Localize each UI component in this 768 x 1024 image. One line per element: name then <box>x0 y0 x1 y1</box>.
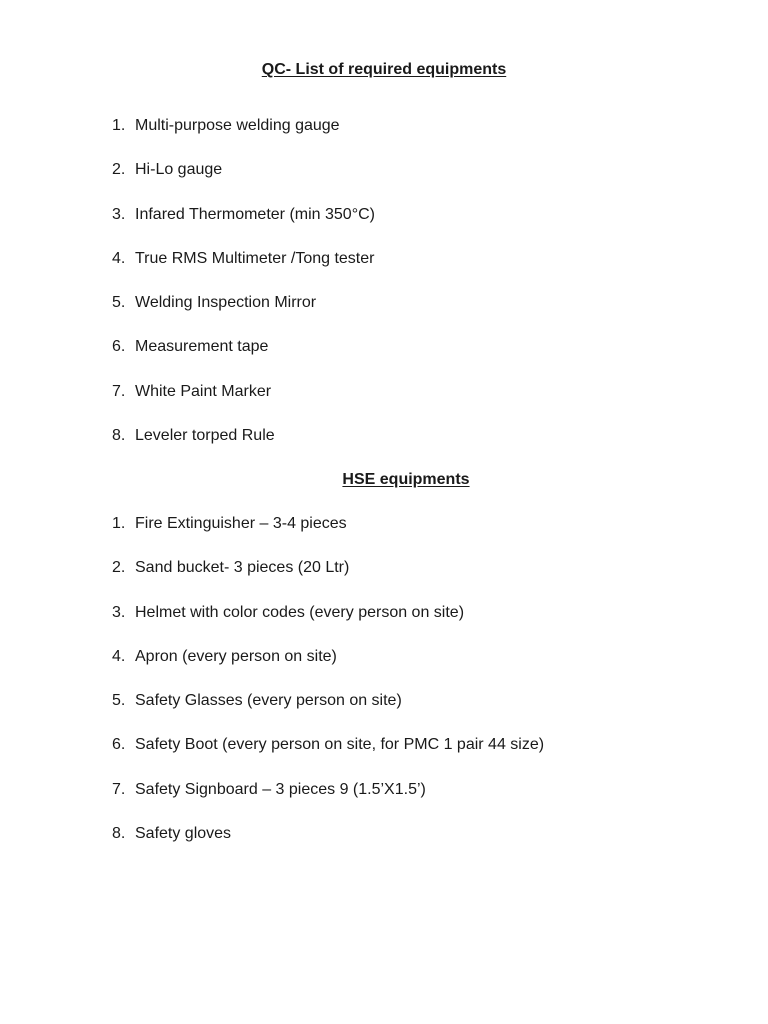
list-item <box>112 160 375 204</box>
list-item <box>112 691 544 735</box>
list-item-number: 5. <box>112 294 126 312</box>
list-item-number: 1. <box>112 515 126 532</box>
list-item <box>112 558 544 602</box>
list-item-text: Helmet with color codes (every person on site) <box>135 603 465 621</box>
list-item-text: Leveler torped Rule <box>135 427 275 445</box>
list-item-number: 2. <box>112 161 126 179</box>
list-item-text: Apron (every person on site) <box>135 647 337 665</box>
list-item-number: 4. <box>112 647 126 665</box>
list-item-number: 6. <box>112 736 126 754</box>
list-item-text: Hi-Lo gauge <box>135 161 223 179</box>
list-item-text: Infared Thermometer (min 350°C) <box>135 205 375 223</box>
list-item <box>112 735 544 779</box>
list-item-text: True RMS Multimeter /Tong tester <box>135 249 375 267</box>
list-item <box>112 249 375 293</box>
list-item <box>112 205 375 249</box>
list-item-number: 1. <box>112 117 126 134</box>
qc-equipment-list <box>112 116 375 470</box>
list-item <box>112 647 544 691</box>
list-item-number: 4. <box>112 249 126 267</box>
list-item <box>112 603 544 647</box>
qc-section-title: QC- List of required equipments <box>261 61 507 78</box>
hse-section-title: HSE equipments <box>342 471 470 488</box>
hse-equipment-list <box>112 514 544 868</box>
list-item-number: 7. <box>112 382 126 400</box>
list-item-text: Welding Inspection Mirror <box>135 294 317 312</box>
list-item-number: 5. <box>112 692 126 710</box>
list-item-text: Safety gloves <box>135 825 232 843</box>
list-item <box>112 337 375 381</box>
list-item <box>112 824 544 868</box>
list-item-text: Measurement tape <box>135 338 269 356</box>
list-item-number: 8. <box>112 427 126 445</box>
list-item-number: 3. <box>112 603 126 621</box>
list-item-text: Multi-purpose welding gauge <box>135 117 340 134</box>
list-item <box>112 426 375 470</box>
list-item-text: Sand bucket- 3 pieces (20 Ltr) <box>135 559 350 577</box>
list-item <box>112 382 375 426</box>
list-item-text: White Paint Marker <box>135 382 272 400</box>
list-item-number: 7. <box>112 780 126 798</box>
list-item <box>112 780 544 824</box>
list-item-text: Safety Signboard – 3 pieces 9 (1.5’X1.5’) <box>135 780 426 798</box>
list-item-number: 6. <box>112 338 126 356</box>
list-item <box>112 514 544 558</box>
list-item-text: Safety Glasses (every person on site) <box>135 692 402 710</box>
list-item-text: Safety Boot (every person on site, for PMC 1 pair 44 size) <box>135 736 545 754</box>
list-item-text: Fire Extinguisher – 3-4 pieces <box>135 515 347 532</box>
list-item-number: 3. <box>112 205 126 223</box>
list-item <box>112 116 375 160</box>
list-item-number: 2. <box>112 559 126 577</box>
list-item <box>112 293 375 337</box>
list-item-number: 8. <box>112 825 126 843</box>
